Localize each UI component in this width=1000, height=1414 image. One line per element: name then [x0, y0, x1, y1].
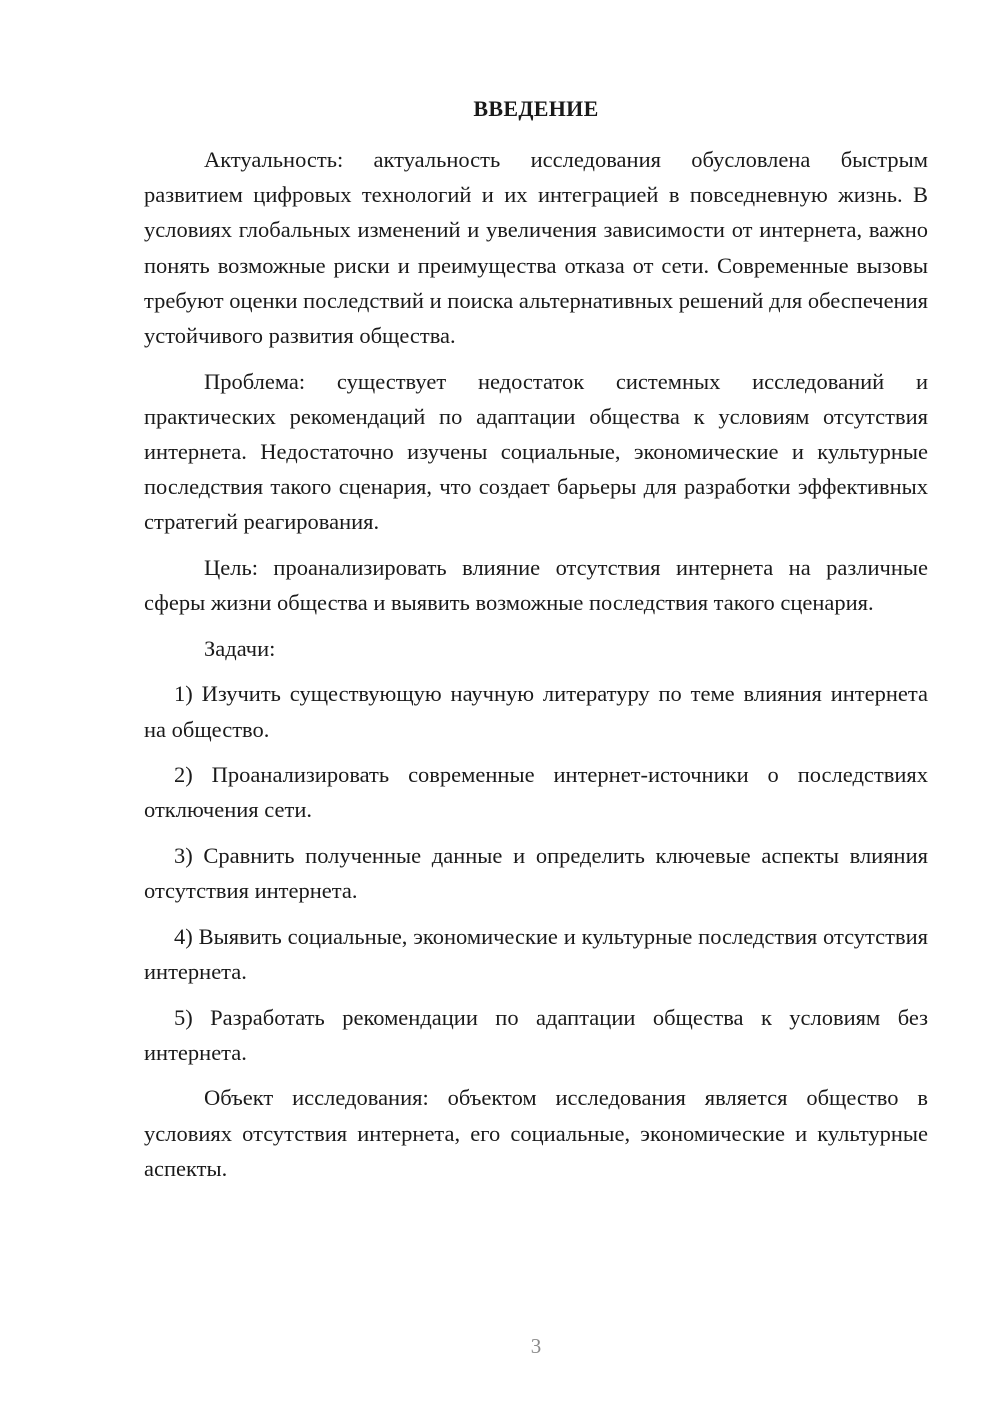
section-heading: ВВЕДЕНИЕ — [473, 96, 599, 121]
page-number: 3 — [530, 1334, 542, 1358]
task-item-3: 3) Сравнить полученные данные и определить ключевые аспекты влияния отсутствия интернета. — [144, 843, 928, 904]
problem-paragraph: Проблема: существует недостаток системных исследований и практических рекомендаций по адаптации общества к условиям отсутствия интернета. Недостаточно изучены социальные, экономические и культурные последствия такого сценария, что создает барьеры для разработки эффективных стратегий реагирования. — [144, 368, 928, 535]
task-item-2: 2) Проанализировать современные интернет-источники о последствиях отключения сети. — [144, 762, 928, 823]
relevance-paragraph: Актуальность: актуальность исследования обусловлена быстрым развитием цифровых технологий и их интеграцией в повседневную жизнь. В условиях глобальных изменений и увеличения зависимости от интернета, важно понять возможные риски и преимущества отказа от сети. Современные вызовы требуют оценки последствий и поиска альтернативных решений для обеспечения устойчивого развития общества. — [144, 147, 928, 349]
task-item-5: 5) Разработать рекомендации по адаптации общества к условиям без интернета. — [144, 1004, 928, 1065]
task-item-1: 1) Изучить существующую научную литературу по теме влияния интернета на общество. — [144, 681, 928, 742]
object-paragraph: Объект исследования: объектом исследования является общество в условиях отсутствия интернета, его социальные, экономические и культурные аспекты. — [144, 1085, 928, 1181]
goal-paragraph: Цель: проанализировать влияние отсутствия интернета на различные сферы жизни общества и выявить возможные последствия такого сценария. — [144, 555, 928, 616]
task-item-4: 4) Выявить социальные, экономические и культурные последствия отсутствия интернета. — [144, 923, 928, 984]
tasks-label: Задачи: — [204, 635, 276, 661]
document-body — [144, 142, 928, 1196]
